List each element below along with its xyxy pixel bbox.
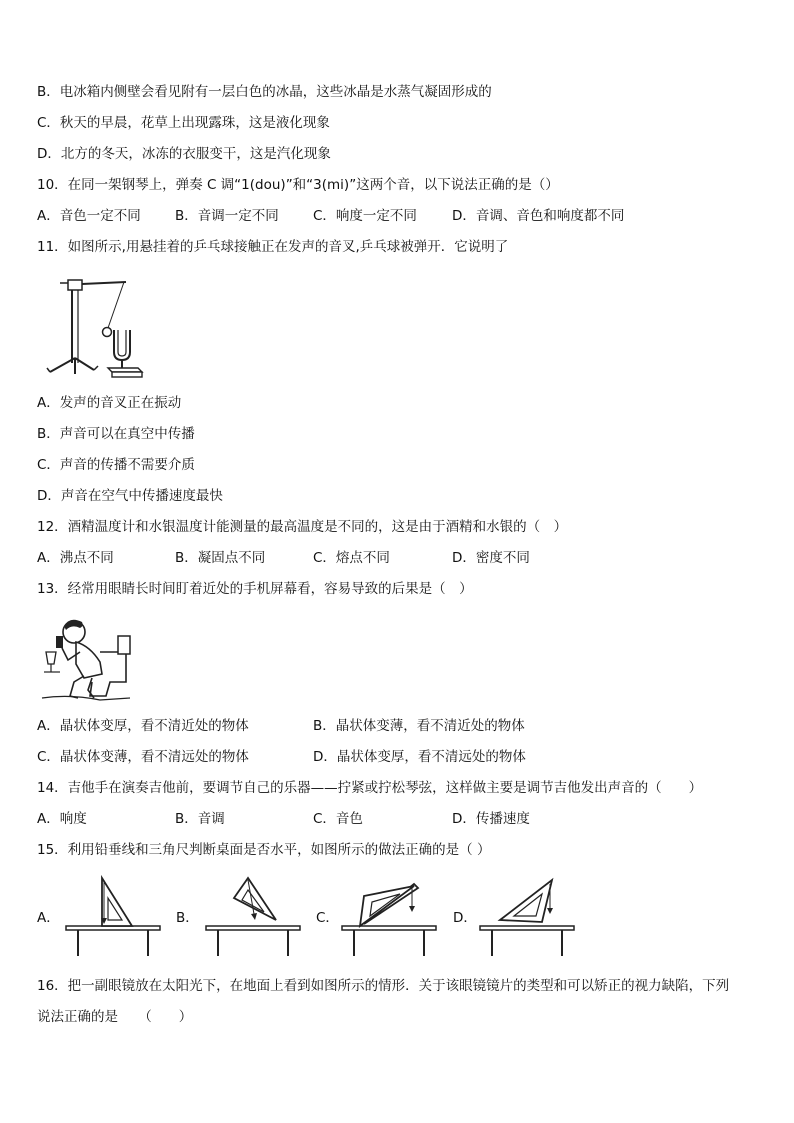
q15-label-c: C． (316, 910, 339, 926)
q13-option-b: B．晶状体变薄，看不清近处的物体 (313, 718, 525, 734)
q11-option-c: C．声音的传播不需要介质 (37, 457, 195, 473)
q11-stem: 11．如图所示,用悬挂着的乒乓球接触正在发声的音叉,乒乓球被弹开．它说明了 (37, 239, 509, 255)
q16-stem-line2: 说法正确的是 （ ） (37, 1009, 193, 1025)
q10-option-b: B．音调一定不同 (175, 208, 279, 224)
q11-option-a: A．发声的音叉正在振动 (37, 395, 182, 411)
phone-user-figure (40, 612, 138, 704)
q15-figure-d (476, 874, 578, 960)
q15-label-a: A． (37, 910, 60, 926)
q12-option-d: D．密度不同 (452, 550, 530, 566)
q14-option-a: A．响度 (37, 811, 87, 827)
q11-option-d: D．声音在空气中传播速度最快 (37, 488, 223, 504)
q10-option-a: A．音色一定不同 (37, 208, 141, 224)
q13-option-d: D．晶状体变厚，看不清远处的物体 (313, 749, 526, 765)
q12-option-b: B．凝固点不同 (175, 550, 266, 566)
q15-stem: 15．利用铅垂线和三角尺判断桌面是否水平，如图所示的做法正确的是（ ） (37, 842, 491, 858)
q12-option-c: C．熔点不同 (313, 550, 390, 566)
q12-stem: 12．酒精温度计和水银温度计能测量的最高温度是不同的，这是由于酒精和水银的（ ） (37, 519, 568, 535)
q12-option-a: A．沸点不同 (37, 550, 114, 566)
q11-option-b: B．声音可以在真空中传播 (37, 426, 195, 442)
q15-label-d: D． (453, 910, 477, 926)
q15-figure-a (62, 874, 164, 960)
q10-option-d: D．音调、音色和响度都不同 (452, 208, 625, 224)
q16-stem-line1: 16．把一副眼镜放在太阳光下，在地面上看到如图所示的情形．关于该眼镜镜片的类型和可以矫正的视力缺陷，下列 (37, 978, 730, 994)
q14-option-d: D．传播速度 (452, 811, 530, 827)
q9-option-d: D．北方的冬天，冰冻的衣服变干，这是汽化现象 (37, 146, 331, 162)
q14-option-b: B．音调 (175, 811, 225, 827)
q15-figure-b (202, 874, 304, 960)
q14-option-c: C．音色 (313, 811, 363, 827)
tuning-fork-figure (42, 268, 150, 380)
q13-option-c: C．晶状体变薄，看不清远处的物体 (37, 749, 249, 765)
q13-stem: 13．经常用眼睛长时间盯着近处的手机屏幕看，容易导致的后果是（ ） (37, 581, 473, 597)
q10-option-c: C．响度一定不同 (313, 208, 417, 224)
q15-label-b: B． (176, 910, 199, 926)
q9-option-c: C．秋天的早晨，花草上出现露珠，这是液化现象 (37, 115, 330, 131)
q10-stem: 10．在同一架钢琴上，弹奏 C 调“1(dou)”和“3(mi)”这两个音，以下说法正确的是（） (37, 177, 559, 193)
q15-figure-c (338, 874, 440, 960)
q13-option-a: A．晶状体变厚，看不清近处的物体 (37, 718, 249, 734)
q9-option-b: B．电冰箱内侧壁会看见附有一层白色的冰晶，这些冰晶是水蒸气凝固形成的 (37, 84, 492, 100)
q14-stem: 14．吉他手在演奏吉他前，要调节自己的乐器——拧紧或拧松琴弦，这样做主要是调节吉他发出声音的（ ） (37, 780, 703, 796)
